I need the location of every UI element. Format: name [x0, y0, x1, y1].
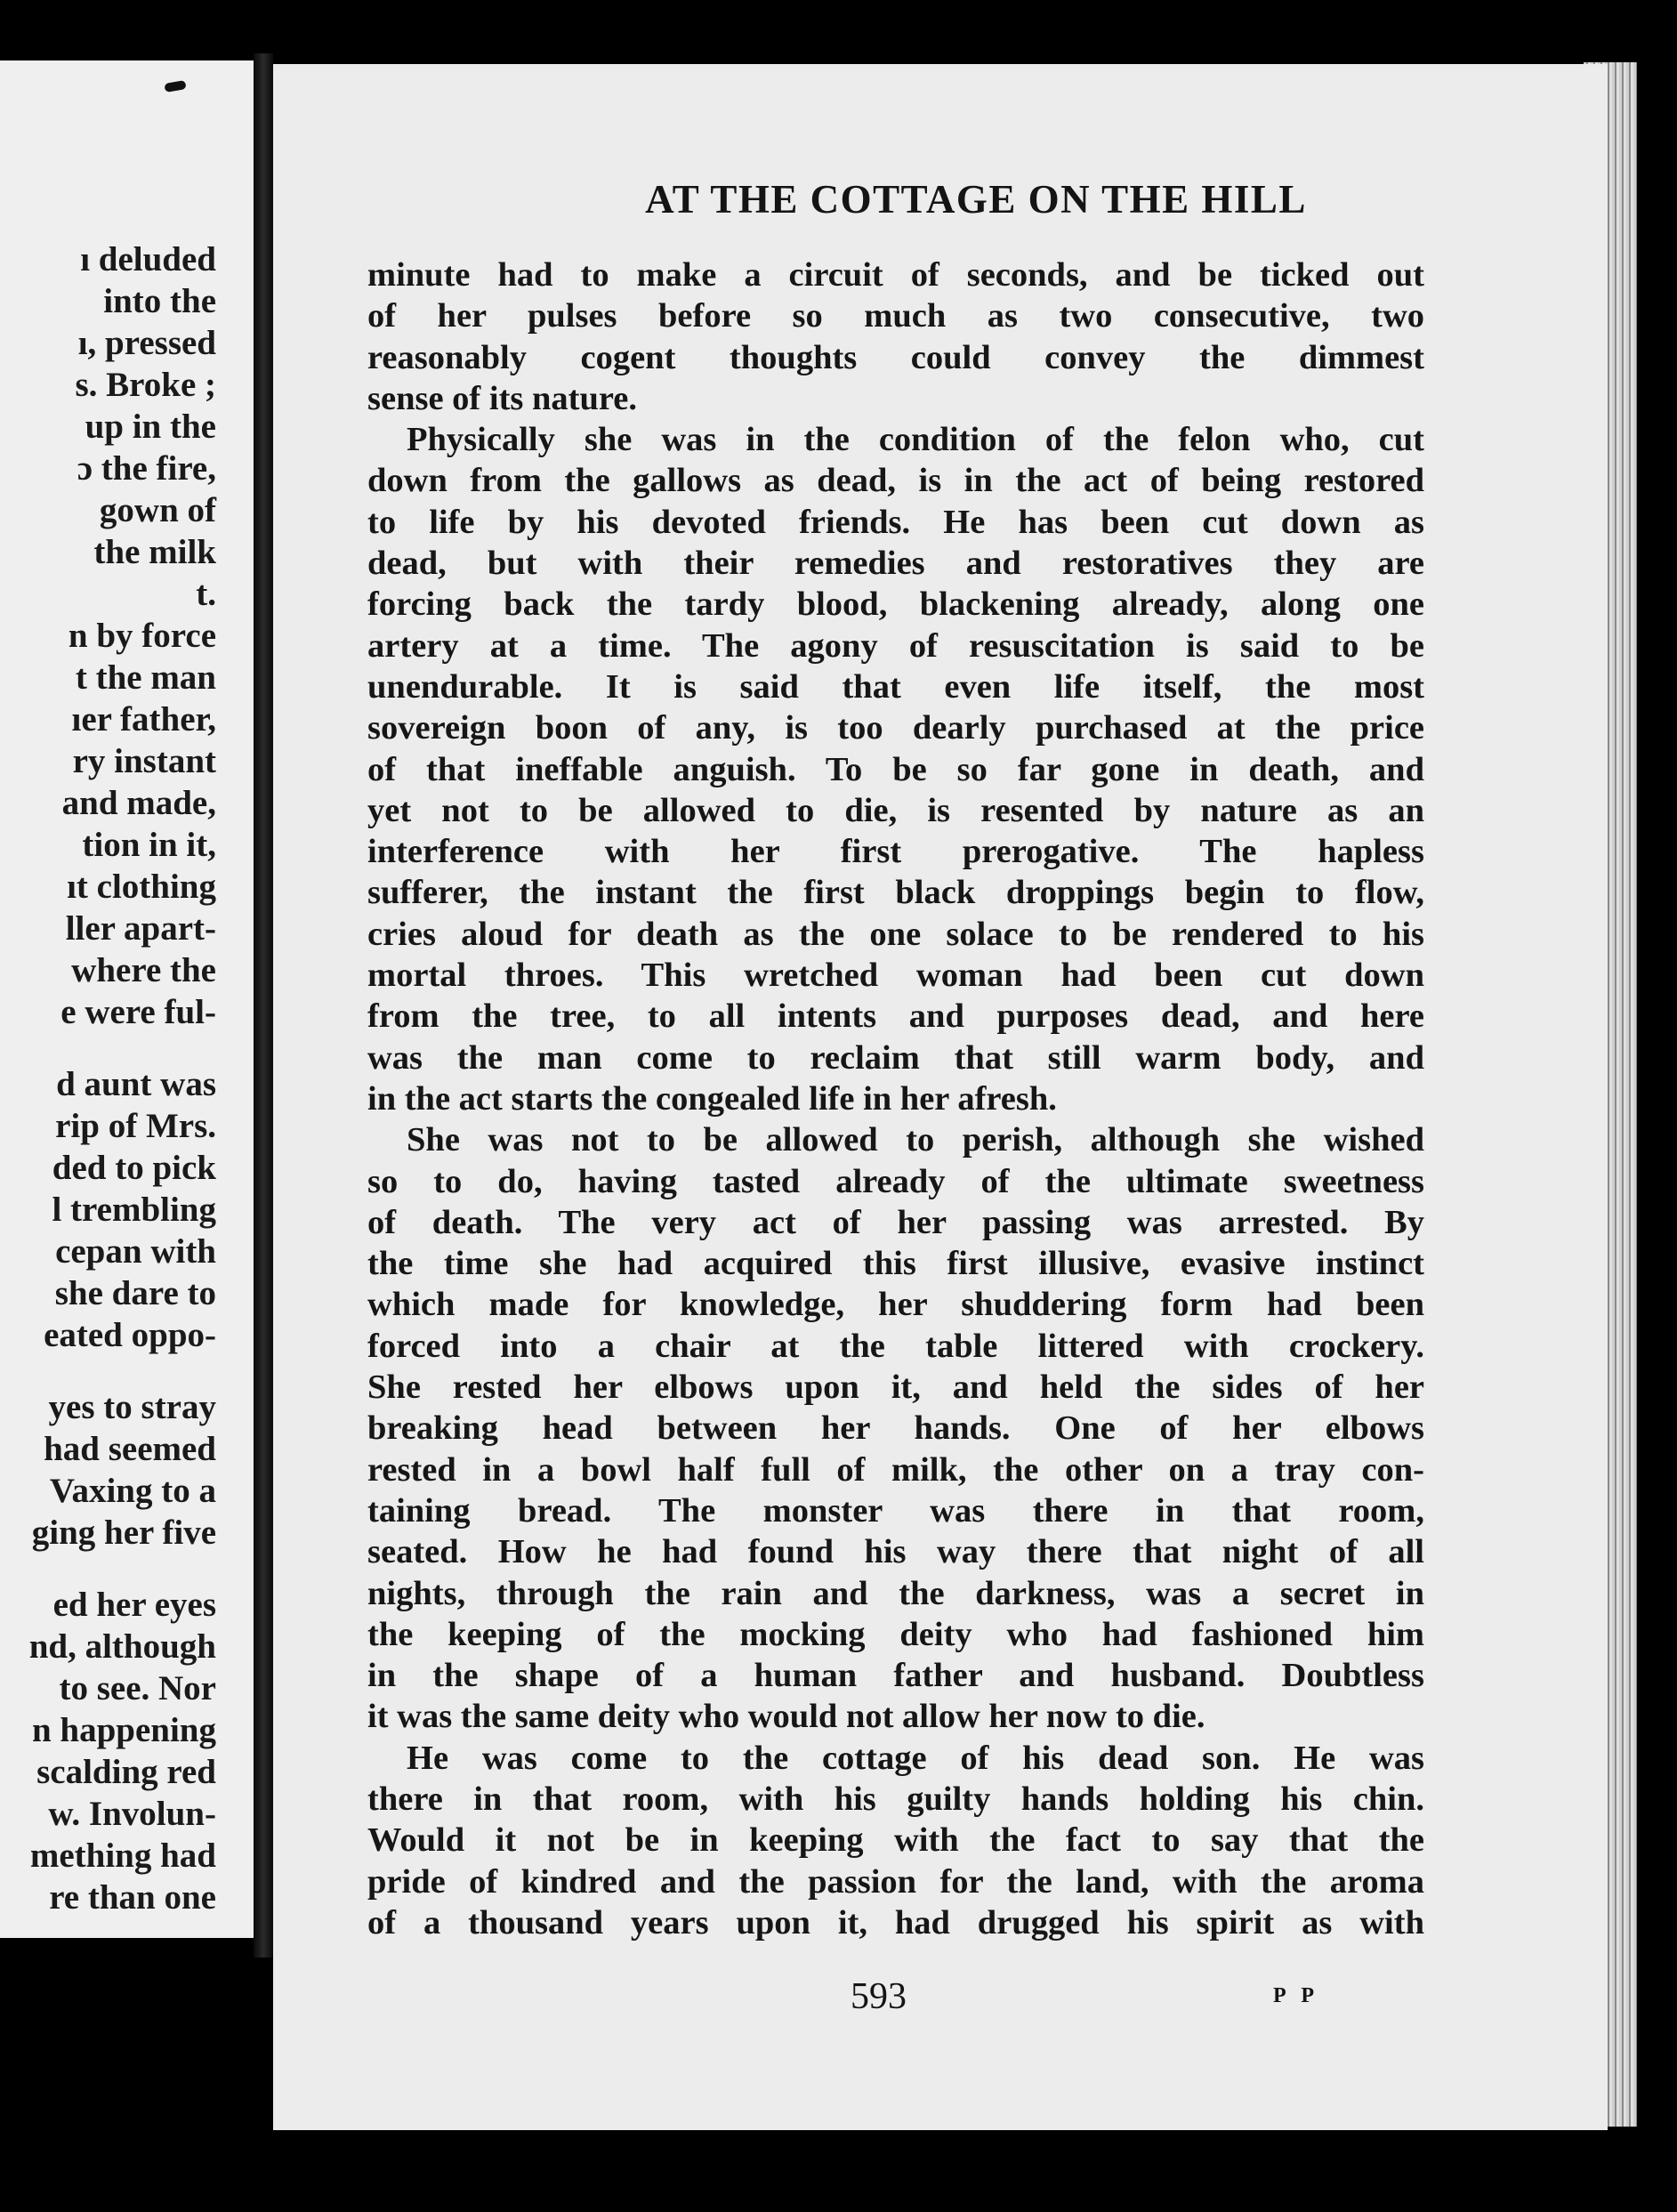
left-page-line: w. Involun- [48, 1795, 216, 1833]
text-line: reasonably cogent thoughts could convey the dimmest [367, 338, 1424, 376]
left-page-line: Vaxing to a [49, 1472, 216, 1510]
book-gutter [254, 53, 273, 1958]
text-line: which made for knowledge, her shuddering form had been [367, 1286, 1424, 1324]
left-page-line: ıer father, [71, 700, 216, 739]
text-line: He was come to the cottage of his dead son. He was [407, 1739, 1424, 1777]
text-line: from the tree, to all intents and purposes dead, and here [367, 997, 1424, 1036]
paragraph [367, 1119, 1424, 1737]
left-page-line: ging her five [31, 1514, 216, 1552]
left-page-line: ı deluded [80, 240, 216, 279]
text-line: it was the same deity who would not allow her now to die. [367, 1698, 1205, 1736]
left-page-line: yes to stray [48, 1388, 216, 1426]
text-line: minute had to make a circuit of seconds, and be ticked out [367, 256, 1424, 294]
text-line: of that ineffable anguish. To be so far gone in death, and [367, 750, 1424, 788]
left-page-line [0, 1033, 216, 1063]
left-page-line: rip of Mrs. [55, 1107, 216, 1145]
left-page-line: mething had [29, 1837, 216, 1875]
text-line: to life by his devoted friends. He has been cut down as [367, 503, 1424, 541]
text-line: She was not to be allowed to perish, although she wished [407, 1121, 1424, 1159]
text-line: pride of kindred and the passion for the land, with the aroma [367, 1862, 1424, 1901]
text-line: taining bread. The monster was there in that room, [367, 1491, 1424, 1530]
page-number: 593 [851, 1976, 907, 2017]
text-line: in the shape of a human father and husband. Doubtless [367, 1657, 1424, 1695]
running-head-text: AT THE COTTAGE ON THE HILL [645, 177, 1307, 222]
text-line: in the act starts the congealed life in her afresh. [367, 1079, 1057, 1118]
text-line: mortal throes. This wretched woman had been cut down [367, 957, 1424, 995]
text-line: dead, but with their remedies and restoratives they are [367, 545, 1424, 583]
left-page-line: d aunt was [56, 1065, 216, 1103]
left-page-fragment [0, 61, 254, 1938]
text-line: so to do, having tasted already of the ultimate sweetness [367, 1162, 1424, 1200]
text-line: nights, through the rain and the darkness, was a secret in [367, 1574, 1424, 1612]
left-page-line: gown of [99, 491, 216, 529]
text-line: Physically she was in the condition of the felon who, cut [407, 421, 1424, 459]
left-page-line: the milk [93, 533, 216, 571]
left-page-line: into the [103, 282, 216, 320]
text-line: rested in a bowl half full of milk, the other on a tray con- [367, 1450, 1424, 1489]
ink-mark [164, 80, 186, 93]
text-line: artery at a time. The agony of resuscitation is said to be [367, 626, 1424, 665]
left-page-line: t the man [75, 658, 216, 697]
left-page-line: and made, [61, 784, 216, 822]
left-page-line: e were ful- [60, 993, 216, 1031]
left-page-line: t. [196, 575, 216, 613]
left-page-line: where the [71, 951, 216, 989]
text-line: of death. The very act of her passing was arrested. By [367, 1203, 1424, 1241]
text-line: She rested her elbows upon it, and held the sides of her [367, 1368, 1424, 1407]
left-page-line: ed her eyes [52, 1586, 216, 1624]
left-page-line: nd, although [28, 1627, 216, 1666]
text-line: unendurable. It is said that even life itself, the most [367, 667, 1424, 706]
left-page-line: n happening [31, 1711, 216, 1749]
left-page-line: ller apart- [65, 909, 216, 948]
text-line: was the man come to reclaim that still warm body, and [367, 1038, 1424, 1077]
left-page-line: she dare to [54, 1274, 216, 1312]
text-line: sufferer, the instant the first black droppings begin to flow, [367, 874, 1424, 912]
text-line: seated. How he had found his way there that night of all [367, 1533, 1424, 1571]
paragraph [367, 254, 1424, 419]
main-page [273, 64, 1608, 2130]
text-line: down from the gallows as dead, is in the act of being restored [367, 462, 1424, 500]
text-line: cries aloud for death as the one solace to be rendered to his [367, 915, 1424, 953]
text-line: breaking head between her hands. One of her elbows [367, 1409, 1424, 1448]
body-text [367, 254, 1424, 1943]
paragraph [367, 1738, 1424, 1943]
left-page-text [0, 238, 216, 1918]
left-page-line [0, 1356, 216, 1386]
text-line: interference with her first prerogative. The hapless [367, 833, 1424, 871]
paragraph [367, 419, 1424, 1119]
left-page-line: n by force [68, 617, 216, 655]
signature-mark: P P [1273, 1984, 1319, 2007]
left-page-line: cepan with [55, 1232, 216, 1271]
text-line: yet not to be allowed to die, is resented by nature as an [367, 791, 1424, 829]
left-page-line: tion in it, [82, 826, 216, 864]
text-line: Would it not be in keeping with the fact to say that the [367, 1821, 1424, 1860]
running-head [273, 176, 1608, 222]
left-page-line: ɔ the fire, [77, 449, 216, 488]
text-line: forcing back the tardy blood, blackening already, along one [367, 585, 1424, 624]
left-page-line: ded to pick [52, 1149, 216, 1187]
left-page-line: ıt clothing [67, 868, 216, 906]
left-page-line: s. Broke ; [75, 366, 216, 404]
text-line: the time she had acquired this first illusive, evasive instinct [367, 1245, 1424, 1283]
left-page-line: scalding red [36, 1753, 216, 1791]
left-page-line: ı, pressed [77, 324, 216, 362]
text-line: the keeping of the mocking deity who had fashioned him [367, 1615, 1424, 1653]
left-page-line: had seemed [44, 1430, 216, 1468]
left-page-line: eated oppo- [44, 1316, 216, 1354]
left-page-line: l trembling [52, 1191, 216, 1229]
text-line: sovereign boon of any, is too dearly purchased at the price [367, 709, 1424, 747]
text-line: sense of its nature. [367, 379, 637, 417]
text-line: there in that room, with his guilty hands holding his chin. [367, 1780, 1424, 1818]
left-page-line [0, 1554, 216, 1584]
text-line: of her pulses before so much as two consecutive, two [367, 297, 1424, 335]
left-page-line: re than one [49, 1878, 216, 1917]
text-line: forced into a chair at the table littered with crockery. [367, 1327, 1424, 1365]
left-page-line: up in the [85, 408, 216, 446]
left-page-line: ry instant [72, 742, 216, 780]
left-page-line: to see. Nor [59, 1669, 216, 1707]
text-line: of a thousand years upon it, had drugged his spirit as with [367, 1903, 1424, 1942]
